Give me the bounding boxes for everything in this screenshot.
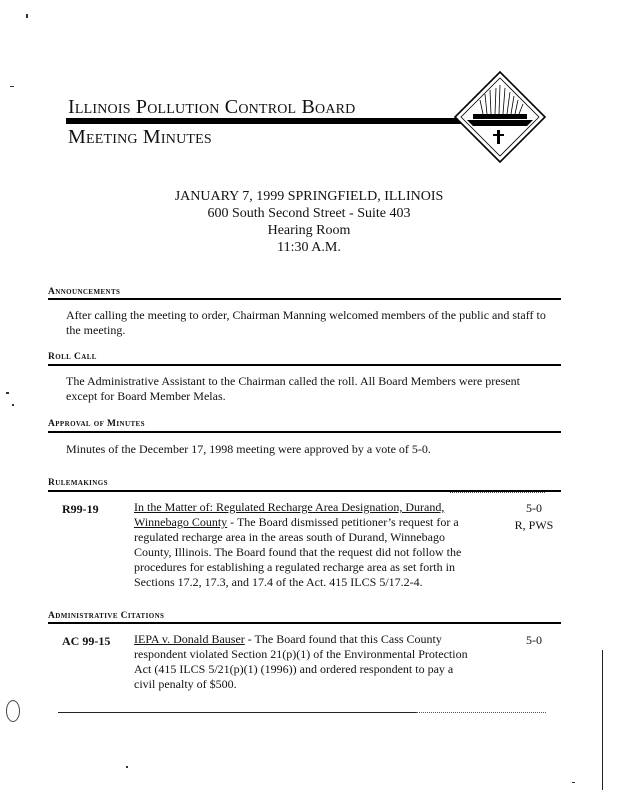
meeting-room: Hearing Room	[267, 223, 351, 238]
document-title: Meeting Minutes	[68, 126, 212, 148]
citation-title: IEPA v. Donald Bauser	[134, 632, 245, 646]
rulemakings-heading: Rulemakings	[48, 478, 108, 488]
approval-text: Minutes of the December 17, 1998 meeting were approved by a vote of 5-0.	[66, 442, 431, 456]
rulemaking-vote: 5-0	[526, 501, 542, 515]
approval-heading: Approval of Minutes	[48, 419, 145, 429]
section-rule	[48, 364, 561, 366]
scan-speck	[6, 392, 9, 394]
roll-call-heading: Roll Call	[48, 352, 97, 362]
scan-artifact	[450, 492, 545, 493]
section-rule	[48, 431, 561, 433]
rulemaking-text: - The Board dismissed petitioner’s request for a regulated recharge area in the areas south of Durand, Winnebago County, Illinois. The Board found that the request did not follow the procedures for establishing a regulated recharge area as set forth in Sections 17.2, 17.3, and 17.4 of the Act. 415 ILCS 5/17.2-4.	[134, 515, 462, 589]
rulemaking-vote-note: R, PWS	[514, 518, 554, 532]
admin-citations-heading: Administrative Citations	[48, 611, 165, 621]
announcements-heading: Announcements	[48, 287, 121, 297]
meeting-address: 600 South Second Street - Suite 403	[207, 206, 411, 221]
scan-speck	[12, 404, 14, 406]
citation-vote: 5-0	[526, 633, 542, 647]
scan-speck	[6, 700, 20, 722]
citation-entry	[134, 632, 474, 692]
ipcb-logo-icon	[453, 70, 547, 164]
board-title: Illinois Pollution Control Board	[68, 96, 356, 118]
meeting-date-location: JANUARY 7, 1999 SPRINGFIELD, ILLINOIS	[174, 189, 444, 204]
section-rule	[48, 298, 561, 300]
meeting-time: 11:30 A.M.	[277, 240, 341, 255]
scan-speck	[126, 766, 128, 768]
bottom-rule	[58, 712, 416, 713]
citation-text: - The Board found that this Cass County respondent violated Section 21(p)(1) of the Environmental Protection Act (415 ILCS 5/21(p)(1) (1996)) and ordered respondent to pay a civil penalty of $500.	[134, 632, 468, 691]
announcements-text: After calling the meeting to order, Chairman Manning welcomed members of the public and staff to the meeting.	[66, 308, 546, 337]
scan-speck	[10, 86, 14, 87]
rulemaking-title: In the Matter of: Regulated Recharge Area Designation, Durand, Winnebago County	[134, 500, 445, 529]
scan-speck	[572, 782, 575, 783]
citation-id: AC 99-15	[62, 634, 111, 648]
scan-artifact	[602, 650, 603, 790]
section-rule	[48, 622, 561, 624]
header-rule	[66, 118, 501, 124]
scan-speck	[26, 14, 28, 18]
roll-call-text: The Administrative Assistant to the Chairman called the roll. All Board Members were present except for Board Member Melas.	[66, 374, 520, 403]
rulemaking-entry	[134, 500, 474, 590]
bottom-rule-dotted	[416, 712, 546, 713]
rulemaking-id: R99-19	[62, 502, 99, 516]
